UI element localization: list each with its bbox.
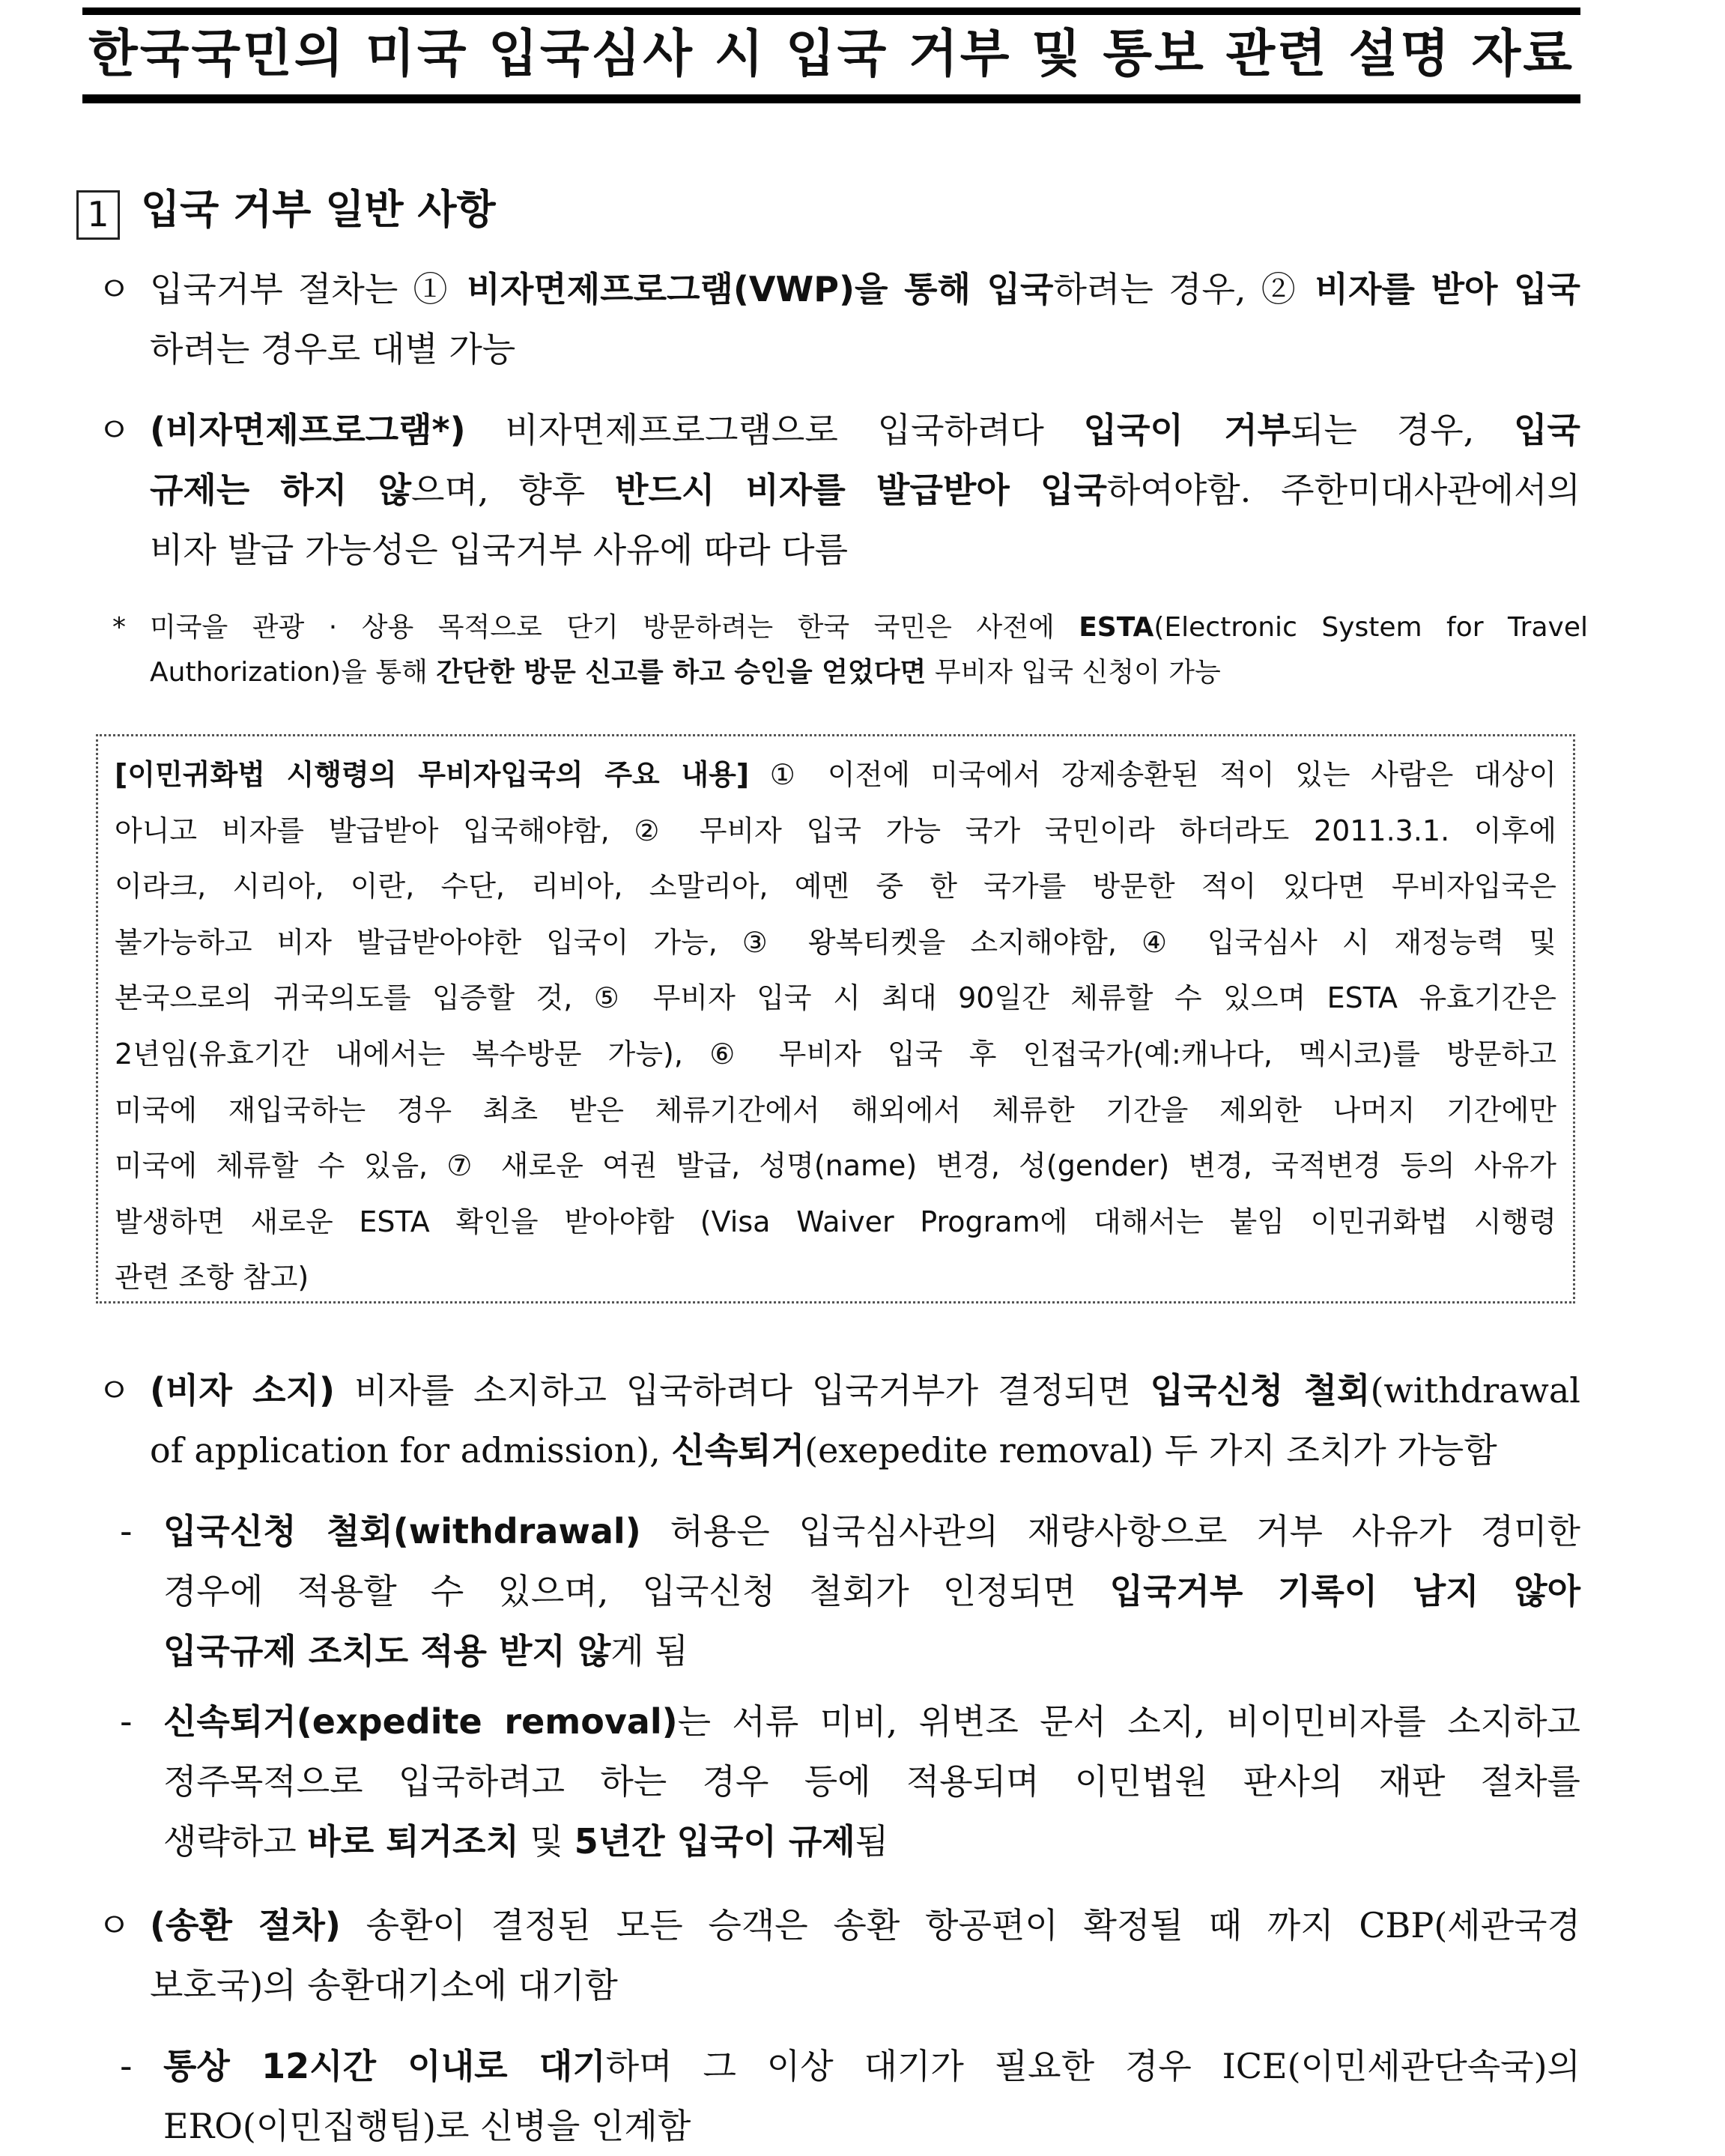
dash-1-line-2: 경우에 적용할 수 있으며, 입국신청 철회가 인정되면 입국거부 기록이 남지 않아 [163, 1571, 1581, 1611]
dash-2-line-3: 생략하고 바로 퇴거조치 및 5년간 입국이 규제됨 [163, 1821, 889, 1862]
footnote-line-2: Authorization)을 통해 간단한 방문 신고를 하고 승인을 얻었다면 무비자 입국 신청이 가능 [150, 657, 1221, 688]
info-box-line: 본국으로의 귀국의도를 입증할 것, ⑤ 무비자 입국 시 최대 90일간 체류할 수 있으며 ESTA 유효기간은 [115, 981, 1556, 1015]
title-banner [82, 7, 1580, 103]
info-box-line: 2년임(유효기간 내에서는 복수방문 가능), ⑥ 무비자 입국 후 인접국가(예:캐나다, 멕시코)를 방문하고 [115, 1037, 1556, 1071]
bullet-marker: ㅇ [97, 1905, 131, 1945]
document-title: 한국국민의 미국 입국심사 시 입국 거부 및 통보 관련 설명 자료 [88, 25, 1574, 84]
info-box-line: 아니고 비자를 발급받아 입국해야함, ② 무비자 입국 가능 국가 국민이라 하더라도 2011.3.1. 이후에 [115, 814, 1556, 847]
dash-2-line-2: 정주목적으로 입국하려고 하는 경우 등에 적용되며 이민법원 판사의 재판 절차를 [163, 1761, 1580, 1802]
info-box-line: 발생하면 새로운 ESTA 확인을 받아야함 (Visa Waiver Program에 대해서는 붙임 이민귀화법 시행령 [115, 1205, 1556, 1238]
paragraph-2-line-3: 비자 발급 가능성은 입국거부 사유에 따라 다름 [150, 530, 849, 570]
bullet-marker: ㅇ [97, 269, 131, 309]
dash-3-line-1: 통상 12시간 이내로 대기하며 그 이상 대기가 필요한 경우 ICE(이민세관단속국)의 [163, 2046, 1580, 2086]
dash-marker: - [120, 1511, 133, 1551]
paragraph-4-line-1: (송환 절차) 송환이 결정된 모든 승객은 송환 항공편이 확정될 때 까지 CBP(세관국경 [150, 1905, 1581, 1945]
info-box-line: 관련 조항 참고) [115, 1261, 309, 1294]
section-title: 입국 거부 일반 사항 [141, 186, 496, 233]
dash-2-line-1: 신속퇴거(expedite removal)는 서류 미비, 위변조 문서 소지, 비이민비자를 소지하고 [163, 1701, 1580, 1742]
info-box-line: 불가능하고 비자 발급받아야한 입국이 가능, ③ 왕복티켓을 소지해야함, ④ 입국심사 시 재정능력 및 [115, 925, 1556, 959]
footnote [112, 605, 1588, 695]
dash-marker: - [120, 1701, 133, 1742]
footnote-line-1: 미국을 관광 · 상용 목적으로 단기 방문하려는 한국 국민은 사전에 ESTA(Electronic System for Travel [150, 612, 1588, 643]
info-box-line: 미국에 재입국하는 경우 최초 받은 체류기간에서 해외에서 체류한 기간을 제외한 나머지 기간에만 [115, 1093, 1556, 1127]
section-number: 1 [76, 190, 120, 240]
section-heading [76, 180, 496, 240]
paragraph-3-line-2: of application for admission), 신속퇴거(exepedite removal) 두 가지 조치가 가능함 [150, 1430, 1497, 1471]
footnote-star: * [112, 612, 126, 643]
bullet-marker: ㅇ [97, 410, 131, 450]
paragraph-1-line-2: 하려는 경우로 대별 가능 [150, 329, 516, 369]
dash-1-line-1: 입국신청 철회(withdrawal) 허용은 입국심사관의 재량사항으로 거부 사유가 경미한 [163, 1511, 1580, 1551]
paragraph-2-line-1: (비자면제프로그램*) 비자면제프로그램으로 입국하려다 입국이 거부되는 경우, 입국 [150, 410, 1580, 450]
paragraph-3-line-1: (비자 소지) 비자를 소지하고 입국하려다 입국거부가 결정되면 입국신청 철회(withdrawal [150, 1370, 1580, 1411]
info-box-line: 미국에 체류할 수 있음, ⑦ 새로운 여권 발급, 성명(name) 변경, 성(gender) 변경, 국적변경 등의 사유가 [115, 1149, 1556, 1183]
paragraph-4-line-2: 보호국)의 송환대기소에 대기함 [150, 1965, 618, 2005]
info-box-vwp [96, 734, 1575, 1303]
paragraph-2-line-2: 규제는 하지 않으며, 향후 반드시 비자를 발급받아 입국하여야함. 주한미대사관에서의 [150, 470, 1580, 510]
info-box-line: [이민귀화법 시행령의 무비자입국의 주요 내용] ① 이전에 미국에서 강제송환된 적이 있는 사람은 대상이 [115, 758, 1556, 791]
dash-3-line-2: ERO(이민집행팀)로 신병을 인계함 [163, 2106, 691, 2146]
paragraph-1-line-1: 입국거부 절차는 ① 비자면제프로그램(VWP)을 통해 입국하려는 경우, ② 비자를 받아 입국 [150, 269, 1580, 309]
dash-1-line-3: 입국규제 조치도 적용 받지 않게 됨 [163, 1631, 688, 1671]
info-box-line: 이라크, 시리아, 이란, 수단, 리비아, 소말리아, 예멘 중 한 국가를 방문한 적이 있다면 무비자입국은 [115, 870, 1556, 903]
dash-marker: - [120, 2046, 133, 2086]
bullet-marker: ㅇ [97, 1370, 131, 1411]
